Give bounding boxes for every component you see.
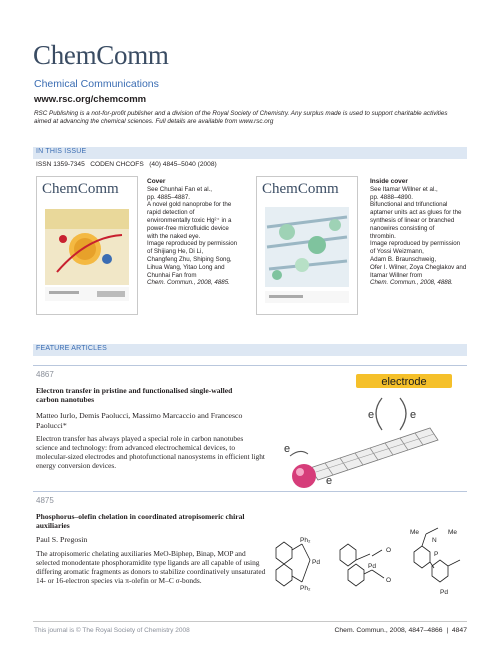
chelation-structures-figure bbox=[268, 520, 473, 610]
nanotube-figure bbox=[280, 368, 470, 488]
article-authors: Matteo Iurlo, Demis Paolucci, Massimo Marcaccio and Francesco Paolucci* bbox=[36, 411, 243, 430]
inside-cover-line: Bifunctional and trifunctional bbox=[370, 201, 448, 209]
electron-label: e bbox=[410, 409, 417, 421]
cover-thumb-title: ChemComm bbox=[42, 181, 119, 197]
cover-thumbnail[interactable] bbox=[36, 176, 138, 315]
inside-cover-line: pp. 4888–4890. bbox=[370, 193, 414, 201]
feature-articles-heading: FEATURE ARTICLES bbox=[36, 345, 108, 352]
footer-citation: Chem. Commun., 2008, 4847–4866 | 4847 bbox=[334, 627, 467, 634]
inside-cover-line: nanowires consisting of bbox=[370, 224, 435, 232]
article-abstract: The atropisomeric chelating auxiliaries MeO-Biphep, Binap, MOP and selected monodentate phosphoramidite type ligands are all capable of using differing aromatic fragments as donors to stabilize coordinatively unsaturated 14- or 16-electron species via π-olefin or M–C σ-bonds. bbox=[36, 549, 266, 585]
cover-line: A novel gold nanoprobe for the bbox=[147, 201, 232, 209]
n-label: N bbox=[432, 537, 437, 544]
inside-cover-line: Image reproduced by permission bbox=[370, 240, 461, 248]
article-title[interactable]: Electron transfer in pristine and functionalised single-walled carbon nanotubes bbox=[36, 386, 233, 404]
cover-line: power-free microfluidic device bbox=[147, 224, 229, 232]
in-this-issue-heading: IN THIS ISSUE bbox=[36, 148, 87, 155]
cover-line: See Chunhai Fan et al., bbox=[147, 185, 213, 193]
pd-label: Pd bbox=[440, 589, 448, 596]
carbon-nanotube bbox=[310, 428, 438, 480]
cover-line: environmentally toxic Hg²⁺ in a bbox=[147, 216, 232, 224]
article-page-number: 4867 bbox=[36, 370, 54, 379]
journal-url[interactable]: www.rsc.org/chemcomm bbox=[34, 94, 147, 105]
article-title[interactable]: Phosphorus–olefin chelation in coordinated atropisomeric chiral auxiliaries bbox=[36, 512, 245, 530]
cover-line: with the naked eye. bbox=[147, 232, 201, 240]
divider bbox=[33, 491, 467, 492]
cover-line: Lihua Wang, Yitao Long and bbox=[147, 263, 225, 271]
inside-cover-line: Chem. Commun., 2008, 4888. bbox=[370, 279, 453, 287]
cover-artwork bbox=[37, 177, 137, 314]
rsc-notice: RSC Publishing is a not-for-profit publisher and a division of the Royal Society of Chemistry. Any surplus made is used to support charitable activities aimed at advancing the chemical sciences. Full details are available from www.rsc.org bbox=[34, 110, 448, 126]
cover-label: Cover bbox=[147, 178, 166, 185]
pd-label: Pd bbox=[312, 559, 320, 566]
inside-cover-artwork bbox=[257, 177, 357, 314]
inside-cover-line: thrombin. bbox=[370, 232, 396, 240]
inside-cover-line: Adam B. Braunschweig, bbox=[370, 255, 437, 263]
inside-cover-caption bbox=[370, 178, 475, 287]
me-label: Me bbox=[448, 529, 458, 536]
electron-label: e bbox=[368, 409, 375, 421]
cover-line: rapid detection of bbox=[147, 209, 195, 217]
article-authors: Paul S. Pregosin bbox=[36, 535, 88, 544]
p-label: P bbox=[434, 551, 439, 558]
journal-subtitle: Chemical Communications bbox=[34, 78, 159, 90]
inside-cover-line: Itamar Willner from bbox=[370, 271, 423, 279]
inside-cover-line: aptamer units act as glues for the bbox=[370, 209, 462, 217]
cover-caption bbox=[147, 178, 247, 287]
cover-line: pp. 4885–4887. bbox=[147, 193, 191, 201]
o-label: O bbox=[386, 577, 392, 584]
cover-line: Chunhai Fan from bbox=[147, 271, 197, 279]
inside-cover-line: See Itamar Willner et al., bbox=[370, 185, 438, 193]
cover-line: of Shijiang He, Di Li, bbox=[147, 248, 204, 256]
journal-title: ChemComm bbox=[33, 40, 169, 70]
cover-line: Changfeng Zhu, Shiping Song, bbox=[147, 255, 232, 263]
electron-label: e bbox=[284, 443, 291, 455]
article-abstract: Electron transfer has always played a special role in carbon nanotubes science and technology: from advanced electrochemical devices, to molecular-sized electrodes and photofunctional nanosystems in efficient light energy conversion devices. bbox=[36, 434, 265, 470]
electrode-label: electrode bbox=[381, 376, 427, 388]
electron-label: e bbox=[326, 475, 333, 487]
inside-cover-line: of Yossi Weizmann, bbox=[370, 248, 424, 256]
in-this-issue-band bbox=[33, 147, 467, 159]
pd-label: Pd bbox=[368, 563, 376, 570]
inside-cover-line: synthesis of linear or branched bbox=[370, 216, 455, 224]
article-page-number: 4875 bbox=[36, 496, 54, 505]
cover-line: Image reproduced by permission bbox=[147, 240, 238, 248]
issue-info: ISSN 1359-7345 CODEN CHCOFS (40) 4845–5040 (2008) bbox=[36, 161, 217, 168]
ph2-label: Ph₂ bbox=[300, 537, 311, 544]
cover-line: Chem. Commun., 2008, 4885. bbox=[147, 279, 230, 287]
o-label: O bbox=[386, 547, 392, 554]
footer-divider bbox=[33, 621, 467, 622]
divider bbox=[33, 365, 467, 366]
inside-cover-line: Ofer I. Wilner, Zoya Cheglakov and bbox=[370, 263, 467, 271]
inside-cover-label: Inside cover bbox=[370, 178, 408, 185]
me-label: Me bbox=[410, 529, 420, 536]
footer-copyright: This journal is © The Royal Society of Chemistry 2008 bbox=[34, 627, 190, 634]
feature-articles-band bbox=[33, 344, 467, 356]
inside-cover-thumbnail[interactable] bbox=[256, 176, 358, 315]
inside-cover-thumb-title: ChemComm bbox=[262, 181, 339, 197]
ph2-label: Ph₂ bbox=[300, 585, 311, 592]
